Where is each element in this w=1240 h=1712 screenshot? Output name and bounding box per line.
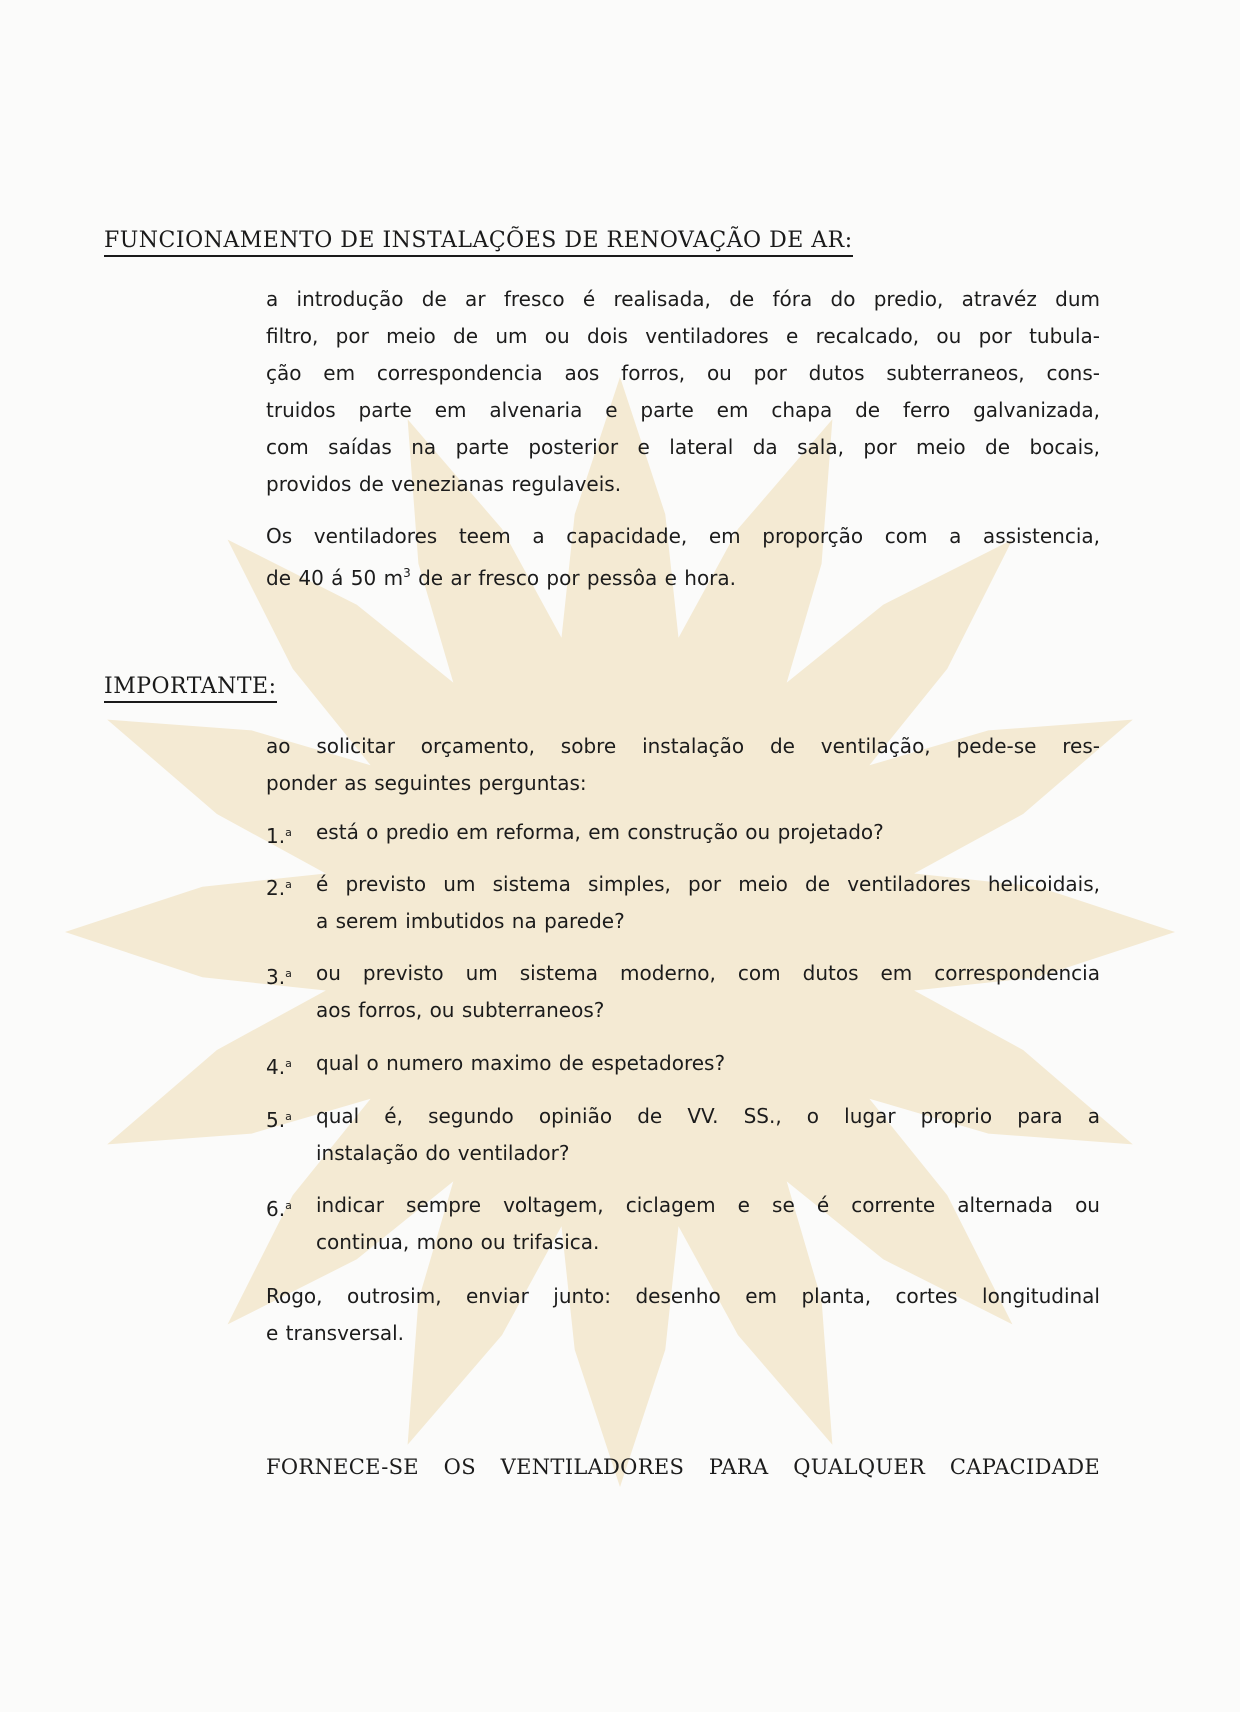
text-line: ção em correspondencia aos forros, ou por dutos subterraneos, cons- [266,361,1100,385]
question-number: 1.$^a$ [266,824,292,848]
question-number: 4.$^a$ [266,1055,292,1079]
question-item [266,955,1100,1029]
question-item [266,1045,1100,1082]
text-line [266,555,1100,592]
text-line: ponder as seguintes perguntas: [266,771,587,795]
question-text: instalação do ventilador? [316,1141,570,1165]
question-item [266,814,1100,851]
question-number: 3.$^a$ [266,965,292,989]
text-line: Rogo, outrosim, enviar junto: desenho em planta, cortes longitudinal [266,1284,1100,1308]
question-text: continua, mono ou trifasica. [316,1230,600,1254]
question-number: 6.$^a$ [266,1197,292,1221]
text-fragment: de ar fresco por pessôa e hora. [410,566,737,590]
text-line: Os ventiladores teem a capacidade, em proporção com a assistencia, [266,524,1100,548]
text-line: a introdução de ar fresco é realisada, de fóra do predio, atravéz dum [266,287,1100,311]
question-number: 5.$^a$ [266,1108,292,1132]
text-line: ao solicitar orçamento, sobre instalação de ventilação, pede-se res- [266,734,1100,758]
question-list [266,1098,1100,1172]
superscript-three: 3 [403,566,411,580]
text-line: com saídas na parte posterior e lateral da sala, por meio de bocais, [266,435,1100,459]
question-text: qual o numero maximo de espetadores? [316,1051,726,1075]
question-text: é previsto um sistema simples, por meio de ventiladores helicoidais, [316,872,1100,896]
question-list [266,1187,1100,1261]
question-text: a serem imbutidos na parede? [316,909,625,933]
text-line: providos de venezianas regulaveis. [266,472,622,496]
question-list [266,814,1100,851]
question-text: ou previsto um sistema moderno, com dutos em correspondencia [316,961,1100,985]
text-line: e transversal. [266,1321,405,1345]
question-text: qual é, segundo opinião de VV. SS., o lugar proprio para a [316,1104,1100,1128]
question-text: indicar sempre voltagem, ciclagem e se é corrente alternada ou [316,1193,1100,1217]
question-list [266,955,1100,1029]
footer-statement: FORNECE-SE OS VENTILADORES PARA QUALQUER CAPACIDADE [266,1455,1100,1479]
question-text: está o predio em reforma, em construção ou projetado? [316,820,884,844]
text-fragment: de 40 á 50 m [266,566,404,590]
question-text: aos forros, ou subterraneos? [316,998,605,1022]
question-list [266,866,1100,940]
question-item [266,1098,1100,1172]
question-item [266,1187,1100,1261]
text-line: truidos parte em alvenaria e parte em chapa de ferro galvanizada, [266,398,1100,422]
paragraph-closing [266,1278,1100,1352]
paragraph-capacity [266,518,1100,592]
question-item [266,866,1100,940]
question-number: 2.$^a$ [266,876,292,900]
section-heading-ventilation: FUNCIONAMENTO DE INSTALAÇÕES DE RENOVAÇÃO DE AR: [104,228,853,257]
section-heading-important: IMPORTANTE: [104,674,277,703]
paragraph-request-intro [266,728,1100,802]
paragraph-introduction [266,281,1100,503]
question-list [266,1045,1100,1082]
text-line: filtro, por meio de um ou dois ventiladores e recalcado, ou por tubula- [266,324,1100,348]
